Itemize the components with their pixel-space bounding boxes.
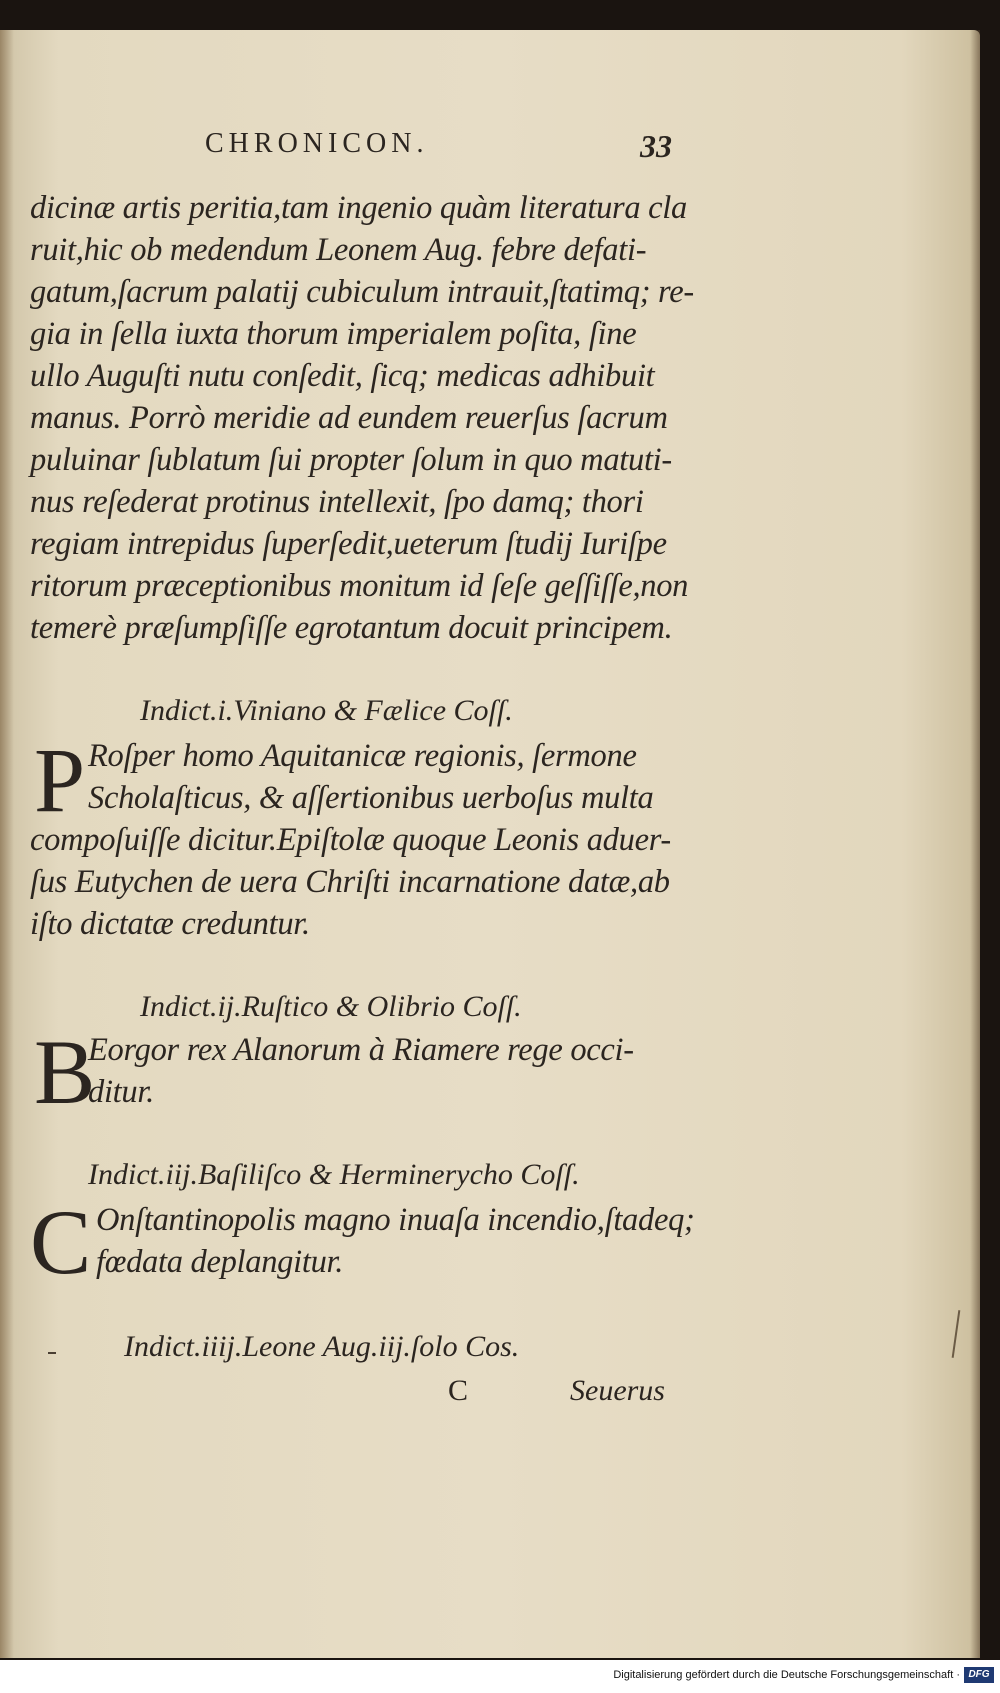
drop-cap-initial: C [30,1191,92,1293]
body-line: dicinæ artis peritia,tam ingenio quàm literatura cla [30,190,687,226]
section-heading: Indict.i.Viniano & Fælice Coſſ. [140,694,513,727]
dfg-logo-icon: DFG [964,1667,994,1683]
body-line: gia in ſella iuxta thorum imperialem poſita, ſine [30,316,637,352]
body-line: manus. Porrò meridie ad eundem reuerſus ſacrum [30,400,668,436]
body-line: ritorum præceptionibus monitum id ſeſe geſſiſſe,non [30,568,689,604]
body-line: regiam intrepidus ſuperſedit,ueterum ſtudij Iuriſpe [30,526,667,562]
drop-cap-initial: P [34,729,86,831]
drop-cap-initial: B [34,1021,96,1123]
page-binding-shadow [0,30,14,1658]
digitization-footer [0,1660,1000,1693]
section-line: iſto dictatæ creduntur. [30,906,310,942]
section-line: Eorgor rex Alanorum à Riamere rege occi- [88,1032,634,1068]
body-line: puluinar ſublatum ſui propter ſolum in quo matuti- [30,442,672,478]
body-line: ruit,hic ob medendum Leonem Aug. febre defati- [30,232,647,268]
section-heading: Indict.iij.Baſiliſco & Herminerycho Coſſ. [88,1158,580,1191]
signature-mark: C [448,1374,469,1407]
page-number: 33 [640,128,672,164]
section-heading: Indict.ij.Ruſtico & Olibrio Coſſ. [140,990,522,1023]
section-line: Scholaſticus, & aſſertionibus uerboſus multa [88,780,654,816]
footer-credit: Digitalisierung gefördert durch die Deutsche Forschungsgemeinschaft · [613,1669,960,1681]
section-line: fœdata deplangitur. [96,1244,344,1280]
section-line: ſus Eutychen de uera Chriſti incarnatione datæ,ab [30,864,670,900]
section-line: Onſtantinopolis magno inuaſa incendio,ſtadeq; [96,1202,695,1238]
section-line: ditur. [88,1074,154,1110]
margin-dash [48,1352,56,1354]
section-line: Roſper homo Aquitanicæ regionis, ſermone [88,738,637,774]
running-head: CHRONICON. [205,128,429,159]
body-line: temerè præſumpſiſſe egrotantum docuit principem. [30,610,673,646]
section-heading: Indict.iiij.Leone Aug.iij.ſolo Cos. [124,1330,520,1363]
body-line: ullo Auguſti nutu conſedit, ſicq; medicas adhibuit [30,358,655,394]
body-line: gatum,ſacrum palatij cubiculum intrauit,ſtatimq; re- [30,274,694,310]
section-line: compoſuiſſe dicitur.Epiſtolæ quoque Leonis aduer- [30,822,671,858]
body-line: nus reſederat protinus intellexit, ſpo damq; thori [30,484,644,520]
catchword: Seuerus [570,1374,665,1407]
page-edge-shadow [970,30,980,1658]
